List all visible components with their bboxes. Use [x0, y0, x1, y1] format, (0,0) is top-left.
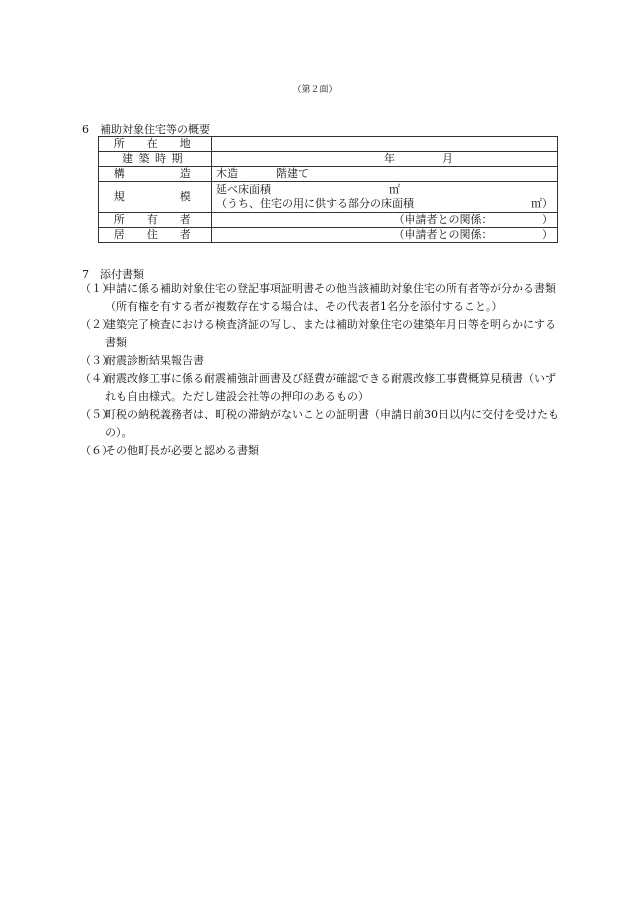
location-label: 所 在 地 [99, 137, 212, 152]
item-text: 耐震診断結果報告書 [105, 354, 204, 367]
table-row [99, 167, 558, 182]
resident-label: 居 住 者 [99, 228, 212, 243]
section7-title: 7 添付書類 [82, 268, 144, 281]
built-time-label: 建築時期 [99, 152, 212, 167]
list-item [80, 406, 560, 442]
scale-value [212, 182, 558, 213]
table-row [99, 137, 558, 152]
item-number: （５） [80, 408, 113, 421]
floor-area-label: 延べ床面積 [216, 183, 271, 196]
month-label: 月 [442, 152, 453, 165]
table-row [99, 228, 558, 243]
item-text: 建築完了検査における検査済証の写し、または補助対象住宅の建築年月日等を明らかにする書類 [105, 318, 556, 349]
item-text: 耐震改修工事に係る耐震補強計画書及び経費が確認できる耐震改修工事費概算見積書（いずれも自由様式。ただし建設会社等の押印のあるもの） [105, 372, 556, 403]
residential-area-unit: ㎡） [531, 197, 553, 210]
list-item [80, 352, 560, 370]
residential-area-label: （うち、住宅の用に供する部分の床面積 [216, 197, 414, 210]
item-number: （３） [80, 354, 113, 367]
year-label: 年 [384, 152, 395, 165]
list-item [80, 370, 560, 406]
list-item [80, 280, 560, 316]
resident-relation: （申請者との関係： ） [212, 228, 558, 243]
item-text: 町税の納税義務者は、町税の滞納がないことの証明書（申請日前30日以内に交付を受けたもの）。 [105, 408, 559, 439]
item-number: （２） [80, 318, 113, 331]
structure-label: 構 造 [99, 167, 212, 182]
structure-value [212, 167, 558, 182]
list-item [80, 316, 560, 352]
owner-label: 所 有 者 [99, 213, 212, 228]
floor-area-unit: ㎡ [389, 183, 400, 196]
list-item [80, 442, 560, 460]
structure-material: 木造 [216, 167, 238, 180]
section6-title: 6 補助対象住宅等の概要 [82, 123, 210, 136]
structure-floors: 階建て [276, 167, 309, 180]
item-number: （１） [80, 282, 113, 295]
attachment-list [80, 280, 560, 460]
location-value [212, 137, 558, 152]
built-time-value [212, 152, 558, 167]
scale-label: 規 模 [99, 182, 212, 213]
table-row [99, 152, 558, 167]
table-row [99, 182, 558, 213]
owner-relation: （申請者との関係： ） [212, 213, 558, 228]
page-label: （第２面） [292, 85, 338, 95]
table-row [99, 213, 558, 228]
item-text: その他町長が必要と認める書類 [105, 444, 259, 457]
item-number: （６） [80, 444, 113, 457]
item-text: 申請に係る補助対象住宅の登記事項証明書その他当該補助対象住宅の所有者等が分かる書類（所有権を有する者が複数存在する場合は、その代表者1名分を添付すること。） [105, 282, 556, 313]
item-number: （４） [80, 372, 113, 385]
housing-overview-table [98, 136, 558, 243]
